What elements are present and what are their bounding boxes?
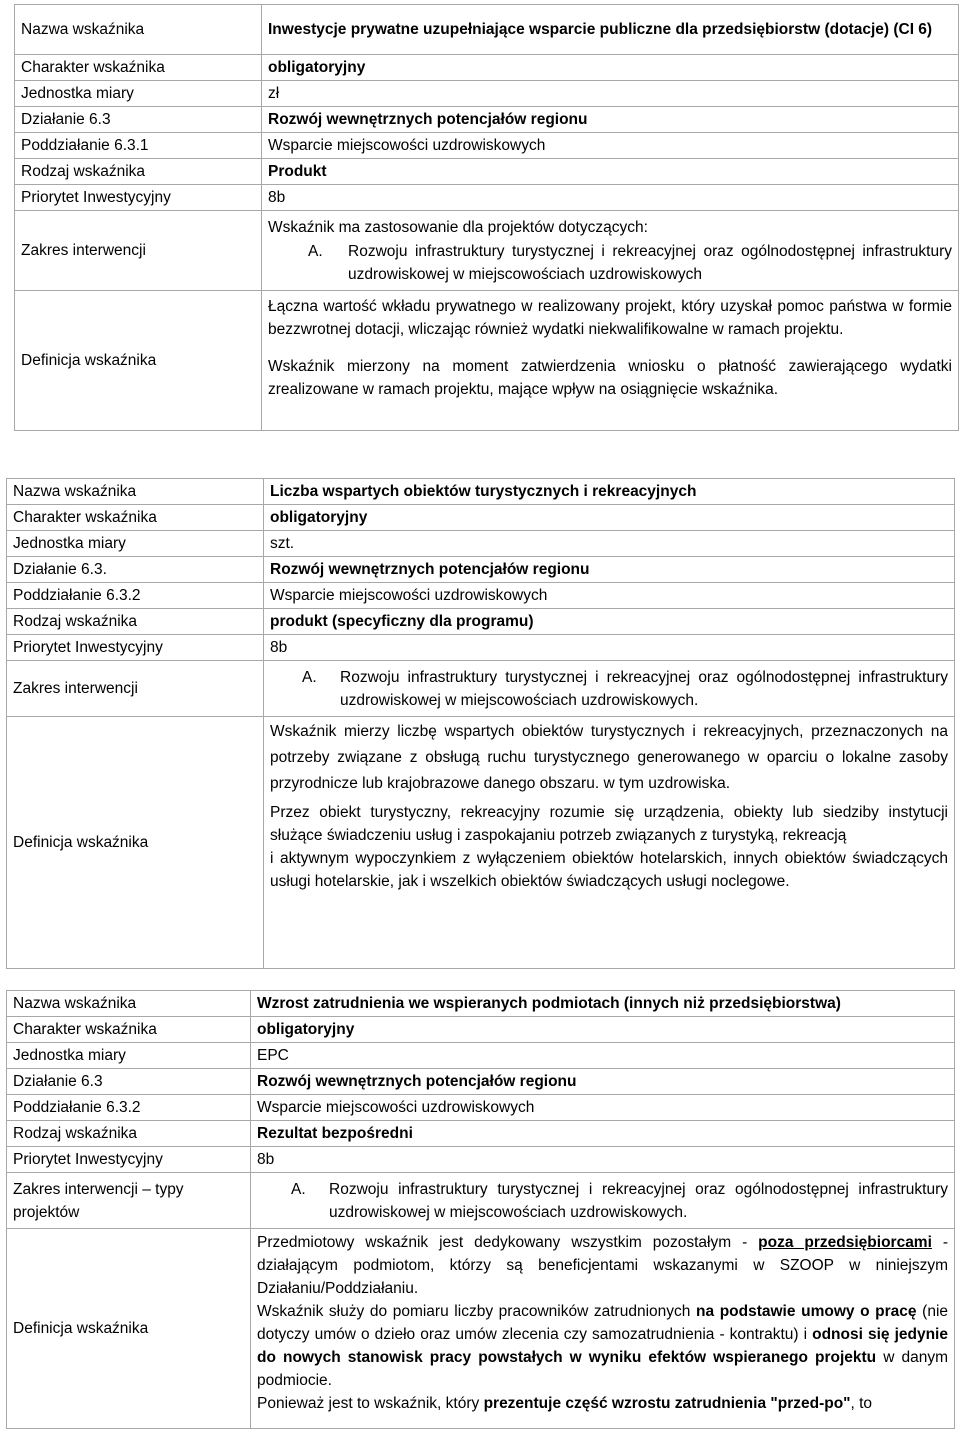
- label-priorytet: Priorytet Inwestycyjny: [7, 635, 264, 661]
- definicja-p2-c: (nie dotyczy umów o dzieło oraz umów zlecenia czy samozatrudnienia - kontraktu) i: [257, 1303, 949, 1343]
- zakres-item: [268, 240, 952, 286]
- label-definicja: Definicja wskaźnika: [7, 717, 264, 969]
- value-poddzialanie: Wsparcie miejscowości uzdrowiskowych: [264, 583, 955, 609]
- definicja-gap: [268, 341, 952, 355]
- definicja-p2-d: odnosi się jedynie do nowych stanowisk pracy powstałych w wyniku efektów wspieranego projektu: [257, 1326, 948, 1366]
- zakres-text: Rozwoju infrastruktury turystycznej i rekreacyjnej oraz ogólnodostępnej infrastruktury uzdrowiskowej w miejscowościach uzdrowiskowych.: [329, 1180, 948, 1221]
- value-charakter: obligatoryjny: [264, 505, 955, 531]
- value-priorytet: 8b: [262, 185, 959, 211]
- label-priorytet: Priorytet Inwestycyjny: [7, 1147, 251, 1173]
- zakres-item: [270, 666, 948, 712]
- label-charakter: Charakter wskaźnika: [7, 1017, 251, 1043]
- label-rodzaj: Rodzaj wskaźnika: [7, 609, 264, 635]
- label-poddzialanie: Poddziałanie 6.3.2: [7, 1095, 251, 1121]
- label-definicja: Definicja wskaźnika: [7, 1229, 251, 1429]
- label-poddzialanie: Poddziałanie 6.3.1: [15, 133, 262, 159]
- definicja-p2-a: Wskaźnik służy do pomiaru liczby pracowników zatrudnionych: [257, 1303, 696, 1320]
- label-rodzaj: Rodzaj wskaźnika: [15, 159, 262, 185]
- label-zakres: Zakres interwencji: [7, 661, 264, 717]
- label-charakter: Charakter wskaźnika: [7, 505, 264, 531]
- definicja-p2b: i aktywnym wypoczynkiem z wyłączeniem obiektów hotelarskich, innych obiektów świadczących usługi hotelarskie, jak i wszelkich obiektów świadczących usługi noclegowe.: [270, 850, 948, 890]
- value-jednostka: EPC: [251, 1043, 955, 1069]
- value-zakres: [264, 661, 955, 717]
- definicja-p1: Wskaźnik mierzy liczbę wspartych obiektów turystycznych i rekreacyjnych, przeznaczonych na potrzeby związane z obsługą ruchu turystycznego generowanego w oparciu o lokalne zasoby przyrodnicze lub krajobrazowe danego obszaru. w tym uzdrowiska.: [270, 723, 948, 792]
- zakres-letter: A.: [302, 668, 317, 686]
- definicja-p1: [257, 1231, 948, 1300]
- label-nazwa: Nazwa wskaźnika: [15, 5, 262, 55]
- label-priorytet: Priorytet Inwestycyjny: [15, 185, 262, 211]
- value-nazwa: Wzrost zatrudnienia we wspieranych podmiotach (innych niż przedsiębiorstwa): [251, 991, 955, 1017]
- label-definicja: Definicja wskaźnika: [15, 291, 262, 431]
- zakres-text: Rozwoju infrastruktury turystycznej i rekreacyjnej oraz ogólnodostępnej infrastruktury uzdrowiskowej w miejscowościach uzdrowiskowych.: [340, 668, 948, 709]
- value-nazwa: Liczba wspartych obiektów turystycznych i rekreacyjnych: [264, 479, 955, 505]
- value-charakter: obligatoryjny: [262, 55, 959, 81]
- value-jednostka: zł: [262, 81, 959, 107]
- definicja-p1: Łączna wartość wkładu prywatnego w realizowany projekt, który uzyskał pomoc państwa w formie bezzwrotnej dotacji, wliczając również wydatki niekwalifikowalne w ramach projektu.: [268, 298, 952, 338]
- value-definicja: [251, 1229, 955, 1429]
- label-dzialanie: Działanie 6.3.: [7, 557, 264, 583]
- zakres-text: Rozwoju infrastruktury turystycznej i rekreacyjnej oraz ogólnodostępnej infrastruktury uzdrowiskowej w miejscowościach uzdrowiskowych: [348, 242, 952, 283]
- label-jednostka: Jednostka miary: [15, 81, 262, 107]
- definicja-p3-b: prezentuje część wzrostu zatrudnienia "przed-po": [483, 1395, 851, 1412]
- value-rodzaj: Produkt: [262, 159, 959, 185]
- value-poddzialanie: Wsparcie miejscowości uzdrowiskowych: [251, 1095, 955, 1121]
- value-dzialanie: Rozwój wewnętrznych potencjałów regionu: [264, 557, 955, 583]
- label-rodzaj: Rodzaj wskaźnika: [7, 1121, 251, 1147]
- value-jednostka: szt.: [264, 531, 955, 557]
- value-nazwa: Inwestycje prywatne uzupełniające wsparcie publiczne dla przedsiębiorstw (dotacje) (CI 6): [262, 5, 959, 55]
- definicja-p1-a: Przedmiotowy wskaźnik jest dedykowany wszystkim pozostałym -: [257, 1234, 759, 1251]
- value-priorytet: 8b: [251, 1147, 955, 1173]
- definicja-p3-a: Ponieważ jest to wskaźnik, który: [257, 1395, 484, 1412]
- label-nazwa: Nazwa wskaźnika: [7, 479, 264, 505]
- definicja-p2-b: na podstawie umowy o pracę: [696, 1303, 917, 1320]
- value-priorytet: 8b: [264, 635, 955, 661]
- zakres-letter: A.: [308, 242, 323, 260]
- zakres-letter: A.: [291, 1180, 306, 1198]
- value-dzialanie: Rozwój wewnętrznych potencjałów regionu: [251, 1069, 955, 1095]
- label-jednostka: Jednostka miary: [7, 531, 264, 557]
- definicja-p1-emphasis: poza przedsiębiorcami: [758, 1234, 932, 1251]
- value-rodzaj: Rezultat bezpośredni: [251, 1121, 955, 1147]
- value-dzialanie: Rozwój wewnętrznych potencjałów regionu: [262, 107, 959, 133]
- value-poddzialanie: Wsparcie miejscowości uzdrowiskowych: [262, 133, 959, 159]
- indicator-table-2: [6, 478, 955, 969]
- value-rodzaj: produkt (specyficzny dla programu): [264, 609, 955, 635]
- label-zakres: Zakres interwencji – typy projektów: [7, 1173, 251, 1229]
- definicja-p3: [257, 1392, 948, 1415]
- definicja-p2: [257, 1300, 948, 1392]
- definicja-p1-c: - działającym podmiotom, którzy są beneficjentami wskazanymi w SZOOP w niniejszym Działaniu/Poddziałaniu.: [257, 1234, 948, 1297]
- label-poddzialanie: Poddziałanie 6.3.2: [7, 583, 264, 609]
- value-zakres: [262, 211, 959, 291]
- label-dzialanie: Działanie 6.3: [15, 107, 262, 133]
- indicator-table-3: [6, 990, 955, 1429]
- label-zakres: Zakres interwencji: [15, 211, 262, 291]
- definicja-p2: Wskaźnik mierzony na moment zatwierdzenia wniosku o płatność zawierającego wydatki zrealizowane w ramach projektu, mające wpływ na osiągnięcie wskaźnika.: [268, 358, 952, 398]
- label-dzialanie: Działanie 6.3: [7, 1069, 251, 1095]
- value-definicja: [262, 291, 959, 431]
- zakres-intro: Wskaźnik ma zastosowanie dla projektów dotyczących:: [268, 218, 648, 236]
- value-zakres: [251, 1173, 955, 1229]
- indicator-table-1: [14, 4, 959, 431]
- zakres-item: [257, 1178, 948, 1224]
- definicja-p3-c: , to: [850, 1395, 873, 1412]
- label-charakter: Charakter wskaźnika: [15, 55, 262, 81]
- label-nazwa: Nazwa wskaźnika: [7, 991, 251, 1017]
- definicja-p2-e: w danym podmiocie.: [257, 1349, 948, 1389]
- value-definicja: [264, 717, 955, 969]
- definicja-p2a: Przez obiekt turystyczny, rekreacyjny rozumie się urządzenia, obiekty lub siedziby instytucji służące świadczeniu usług i zaspokajaniu potrzeb związanych z turystyką, rekreacją: [270, 804, 948, 844]
- label-jednostka: Jednostka miary: [7, 1043, 251, 1069]
- value-charakter: obligatoryjny: [251, 1017, 955, 1043]
